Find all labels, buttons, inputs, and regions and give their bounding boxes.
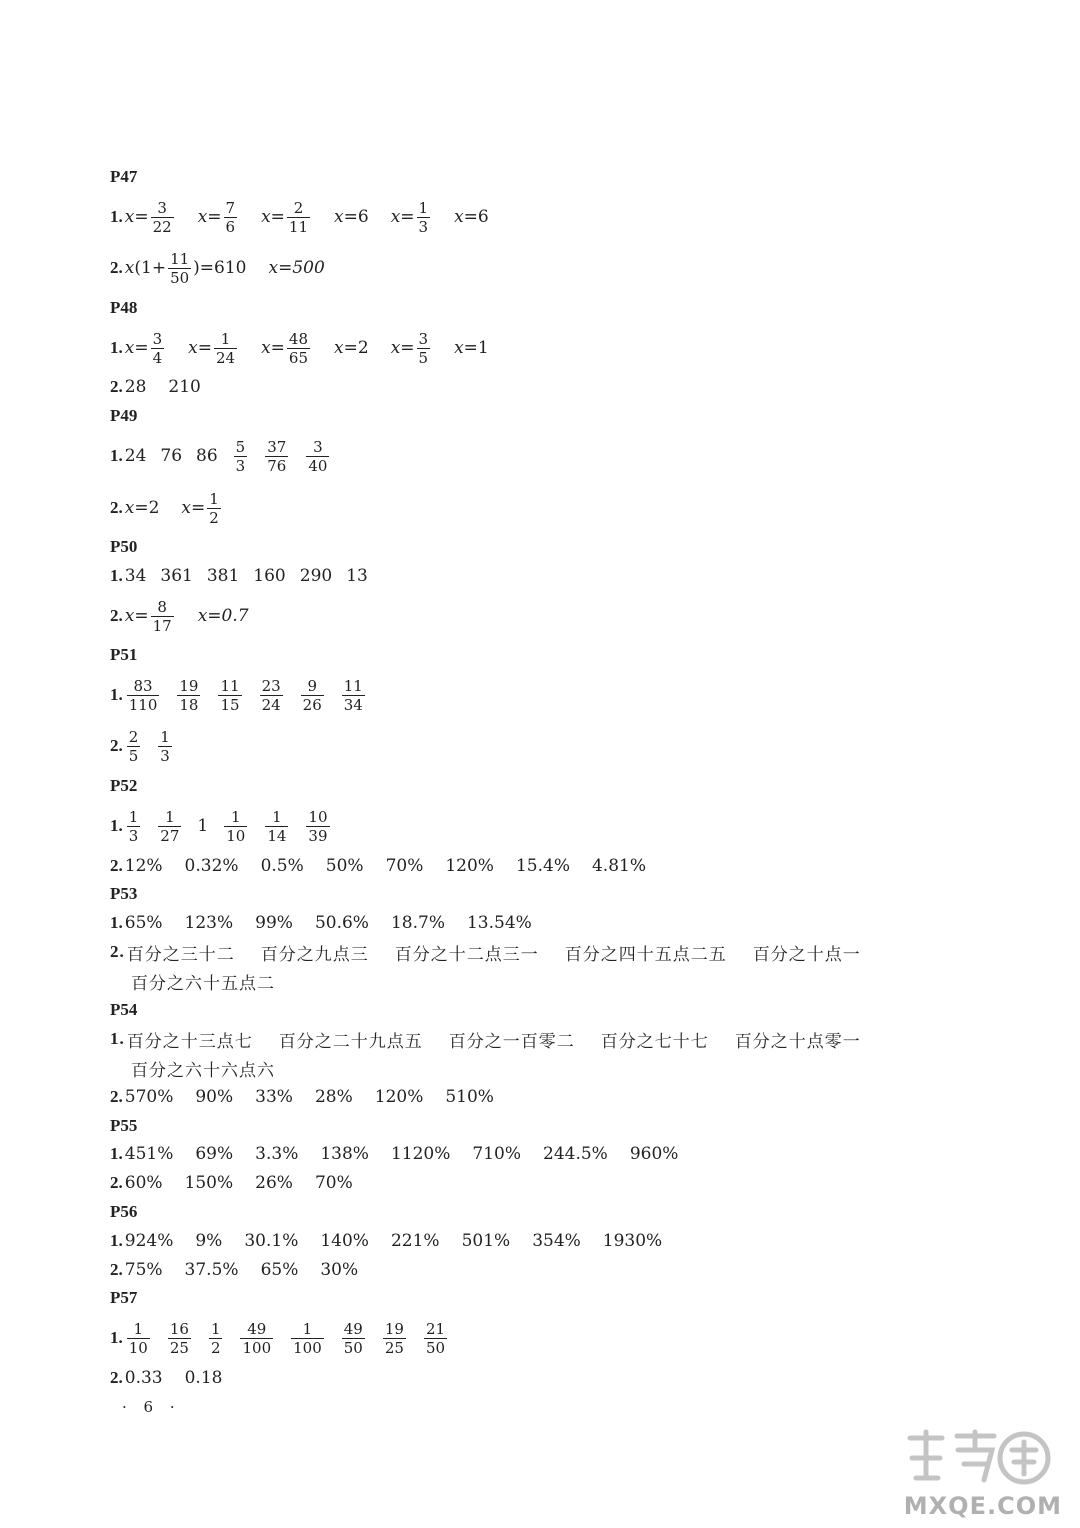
section-header-p48: P48 [110,298,138,317]
p55-question-1: 1. 451% 69% 3.3% 138% 1120% 710% 244.5% 960% [110,1144,679,1164]
question-number: 1. [110,1231,123,1250]
p47-question-1: 1. x = $\frac{3}{22}$ x = $\frac{7}{6}$ x = $\frac{2}{11}$ x = 6 x = $\frac{1}{3}$ x = 6 [110,198,489,236]
question-number: 2. [110,258,123,277]
p54-question-2: 2. 570% 90% 33% 28% 120% 510% [110,1087,494,1107]
fraction: $\frac{23}{24}$ [261,676,281,714]
question-number: 2. [110,736,123,755]
watermark-text: MXQE.COM [903,1492,1062,1520]
fraction: $\frac{1}{3}$ [418,198,429,236]
fraction: $\frac{16}{25}$ [169,1319,189,1357]
fraction: $\frac{37}{76}$ [267,437,287,475]
fraction: $\frac{1}{3}$ [160,727,170,765]
section-header-p56: P56 [110,1202,138,1221]
question-number: 1. [110,816,123,835]
question-number: 1. [110,1328,123,1347]
p51-question-2 [110,726,188,766]
fraction: $\frac{2}{11}$ [288,198,309,236]
fraction: $\frac{10}{39}$ [308,807,328,845]
fraction: $\frac{7}{6}$ [225,198,236,236]
question-number: 1. [110,913,123,932]
p56-question-1: 1. 924% 9% 30.1% 140% 221% 501% 354% 1930% [110,1231,663,1251]
fraction: $\frac{1}{27}$ [160,807,180,845]
fraction: $\frac{3}{40}$ [308,437,328,475]
watermark-glyph-icon [902,1428,1052,1488]
fraction: $\frac{11}{15}$ [220,676,240,714]
p57-question-2: 2. 0.33 0.18 [110,1368,223,1388]
fraction: $\frac{83}{110}$ [128,676,158,714]
p57-question-1 [110,1318,463,1358]
fraction: $\frac{19}{25}$ [384,1319,404,1357]
question-number: 1. [110,1144,123,1163]
section-header-p51: P51 [110,645,138,664]
p52-question-1: 1. $\frac{1}{3}$ $\frac{1}{27}$ 1 $\frac{1}{10}$ $\frac{1}{14}$ $\frac{10}{39}$ [110,807,328,845]
fraction: $\frac{48}{65}$ [288,329,309,367]
p56-question-2: 2. 75% 37.5% 65% 30% [110,1260,359,1280]
question-number: 2. [110,1260,123,1279]
fraction: $\frac{1}{100}$ [293,1319,322,1357]
fraction: $\frac{5}{3}$ [235,437,246,475]
p53-question-2-continued: 百分之六十五点二 [131,973,275,994]
question-number: 1. [110,1029,125,1048]
question-number: 1. [110,207,123,226]
fraction: $\frac{1}{2}$ [209,489,219,527]
p53-question-2: 2. 百分之三十二 百分之九点三 百分之十二点三一 百分之四十五点二五 百分之十点一 [110,942,861,965]
section-header-p50: P50 [110,537,138,556]
fraction: $\frac{1}{10}$ [128,1319,148,1357]
p53-question-1: 1. 65% 123% 99% 50.6% 18.7% 13.54% [110,913,532,933]
p54-question-1: 1. 百分之十三点七 百分之二十九点五 百分之一百零二 百分之七十七 百分之十点零一 [110,1029,861,1052]
p51-question-1 [110,675,381,715]
fraction: $\frac{3}{4}$ [152,329,163,367]
p48-question-1: 1. x = $\frac{3}{4}$ x = $\frac{1}{24}$ x = $\frac{48}{65}$ x = 2 x = $\frac{3}{5}$ x = 1 [110,329,489,367]
section-header-p53: P53 [110,884,138,903]
fraction: $\frac{11}{34}$ [343,676,363,714]
section-header-p57: P57 [110,1288,138,1307]
fraction: $\frac{49}{100}$ [242,1319,272,1357]
p54-question-1-continued: 百分之六十六点六 [131,1060,275,1081]
fraction: $\frac{2}{5}$ [128,727,139,765]
p47-question-2: 2. x ( 1 + $\frac{11}{50}$ ) =610 x=500 [110,249,325,287]
fraction: $\frac{1}{3}$ [128,807,139,845]
fraction: $\frac{19}{18}$ [179,676,199,714]
section-header-p49: P49 [110,406,138,425]
question-number: 2. [110,1368,123,1387]
question-number: 1. [110,566,123,585]
section-header-p55: P55 [110,1116,138,1135]
question-number: 2. [110,856,123,875]
fraction: $\frac{1}{2}$ [210,1319,221,1357]
fraction: $\frac{8}{17}$ [152,597,172,635]
question-number: 2. [110,606,123,625]
p55-question-2: 2. 60% 150% 26% 70% [110,1173,353,1193]
question-number: 2. [110,1173,123,1192]
fraction: $\frac{21}{50}$ [425,1319,446,1357]
fraction: $\frac{3}{22}$ [152,198,172,236]
p48-question-2: 2. 28 210 [110,377,201,397]
fraction: $\frac{9}{26}$ [302,676,322,714]
fraction: $\frac{3}{5}$ [418,329,429,367]
section-header-p47: P47 [110,167,138,186]
page-number: · 6 · [122,1398,181,1416]
p49-question-2: 2. x = 2 x = $\frac{1}{2}$ [110,489,219,527]
question-number: 2. [110,942,125,961]
fraction: $\frac{49}{50}$ [343,1319,363,1357]
p52-question-2: 2. 12% 0.32% 0.5% 50% 70% 120% 15.4% 4.81% [110,856,646,876]
fraction: $\frac{11}{50}$ [170,249,190,287]
question-number: 2. [110,498,123,517]
question-number: 2. [110,1087,123,1106]
p50-question-2: 2. x = $\frac{8}{17}$ x=0.7 [110,597,249,635]
section-header-p54: P54 [110,1000,138,1019]
fraction: $\frac{1}{24}$ [215,329,236,367]
fraction: $\frac{1}{14}$ [267,807,287,845]
p50-question-1: 1. 34 361 381 160 290 13 [110,566,368,586]
section-header-p52: P52 [110,776,138,795]
fraction: $\frac{1}{10}$ [226,807,246,845]
question-number: 1. [110,338,123,357]
watermark-logo [887,1428,1062,1520]
question-number: 1. [110,685,123,704]
p49-question-1: 1. 24 76 86 $\frac{5}{3}$ $\frac{37}{76}$ $\frac{3}{40}$ [110,437,328,475]
question-number: 1. [110,446,123,465]
question-number: 2. [110,377,123,396]
